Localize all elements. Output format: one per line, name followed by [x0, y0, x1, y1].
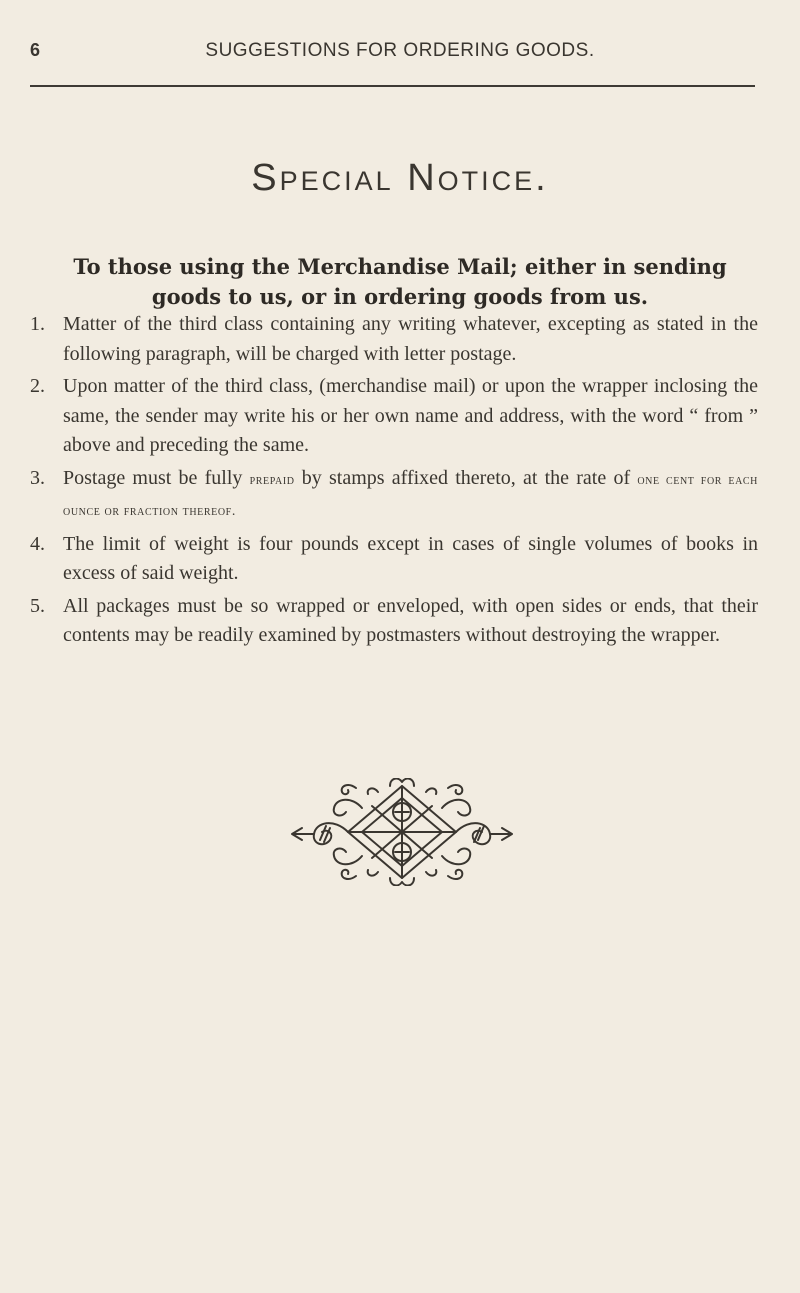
item-text: Matter of the third class containing any writing whatever, excepting as stated in the following paragraph, will be charged with letter postage. [63, 313, 758, 365]
rate-smallcaps: one cent for each ounce or fraction thereof. [63, 472, 758, 519]
item-text-start: Postage must be fully [63, 466, 250, 489]
list-item [30, 310, 758, 369]
list-item [30, 592, 758, 651]
item-number: 3. [30, 466, 45, 489]
header-rule [30, 85, 755, 87]
item-text: The limit of weight is four pounds except in cases of single volumes of books in excess of said weight. [63, 532, 758, 584]
notice-intro: To those using the Merchandise Mail; either in sending goods to us, or in ordering goods from us. [73, 254, 727, 309]
page-number: 6 [30, 40, 41, 60]
list-item [30, 372, 758, 461]
prepaid-smallcaps: prepaid [249, 472, 295, 488]
scroll-ornament-icon [286, 778, 518, 886]
item-number: 5. [30, 594, 45, 617]
item-number: 1. [30, 313, 45, 335]
list-item [30, 464, 758, 527]
item-text-middle: by stamps affixed thereto, at the rate of [294, 466, 638, 489]
item-number: 4. [30, 532, 45, 555]
notice-title: Special Notice. [251, 157, 549, 199]
item-text: Upon matter of the third class, (merchandise mail) or upon the wrapper inclosing the same, the sender may write his or her own name and address, with the word “ from ” above and preceding the same. [63, 375, 758, 456]
list-item [30, 530, 758, 589]
notice-list [30, 310, 758, 654]
item-text: All packages must be so wrapped or enveloped, with open sides or ends, that their contents may be readily examined by postmasters without destroying the wrapper. [63, 594, 758, 646]
item-number: 2. [30, 375, 45, 397]
running-head: SUGGESTIONS FOR ORDERING GOODS. [205, 40, 595, 61]
